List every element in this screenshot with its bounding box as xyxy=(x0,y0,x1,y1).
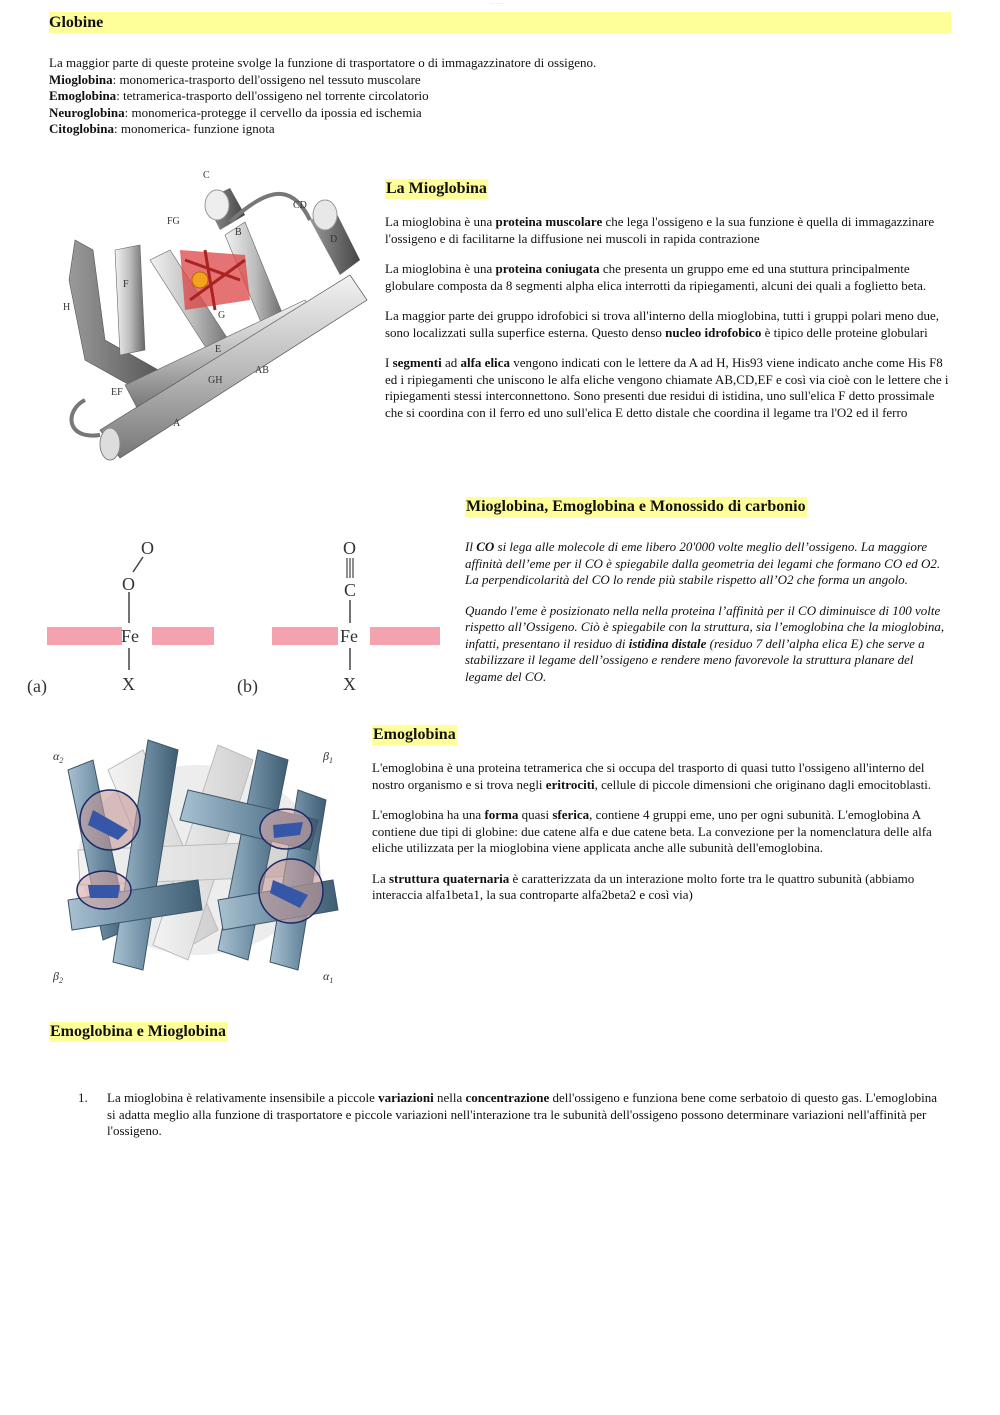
heading: Mioglobina, Emoglobina e Monossido di carbonio xyxy=(466,498,806,515)
section-title-globine: Globine xyxy=(49,12,951,33)
fig-label: GH xyxy=(208,375,223,386)
figure-label-b: (b) xyxy=(237,676,258,696)
text: che lega l'ossigeno e la sua funzione è quella di immagazzinare l'ossigeno e di facilitarne la diffusione nei muscoli in rapida contrazione xyxy=(385,214,935,246)
fe-label: Fe xyxy=(121,626,139,646)
header-mark: — — — xyxy=(490,0,504,5)
heme-group xyxy=(180,250,250,310)
text: I xyxy=(385,355,393,370)
mioglobina-p4 xyxy=(385,355,955,421)
confronto-list xyxy=(78,1090,948,1140)
co-binding-figure xyxy=(25,530,445,705)
text: ad xyxy=(441,355,461,370)
x-label: X xyxy=(343,674,356,694)
fig-label: H xyxy=(63,302,71,313)
text: La mioglobina è una xyxy=(385,214,496,229)
heme-plane xyxy=(272,627,338,645)
section-title-emoglobina xyxy=(372,725,457,745)
text: La mioglobina è relativamente insensibile a piccole xyxy=(107,1090,379,1105)
bold: proteina coniugata xyxy=(495,261,600,276)
section-title-mioglobina xyxy=(385,179,488,199)
text: La mioglobina è una xyxy=(385,261,496,276)
section-title-co xyxy=(465,497,807,517)
emoglobina-p2 xyxy=(372,807,952,857)
x-label: X xyxy=(122,674,135,694)
globine-intro: La maggior parte di queste proteine svolge la funzione di trasportatore o di immagazzinatore di ossigeno. xyxy=(49,55,597,70)
fig-label: FG xyxy=(167,216,180,227)
fig-label: A xyxy=(173,418,181,429)
myoglobin-structure-figure xyxy=(45,160,375,468)
section-title-confronto xyxy=(49,1022,227,1042)
bold: segmenti xyxy=(392,355,442,370)
text: è tipico delle proteine globulari xyxy=(761,324,928,340)
heading: Emoglobina xyxy=(373,726,456,743)
o-label: O xyxy=(122,574,135,594)
label-beta1: β xyxy=(323,749,329,763)
globine-item-emoglobina xyxy=(49,88,949,105)
text: (residuo 7 dell’alpha elica E) che serve a stabilizzare il legame dell’ossigeno e rendere meno favorevole la struttura planare del legame del CO. xyxy=(465,635,925,684)
desc: : monomerica-trasporto dell'ossigeno nel tessuto muscolare xyxy=(112,71,421,87)
svg-text:β2 xyxy=(52,969,63,985)
bold: variazioni xyxy=(378,1090,434,1105)
text: Quando l'eme è posizionato nella nella proteina l’affinità per il CO diminuisce di 100 volte rispetto all’Ossigeno. Ciò è spiegabile con la struttura, sia l’emoglobina che la mioglobina, infatti, presentano il residuo di xyxy=(465,602,945,651)
globine-intro-block xyxy=(49,55,949,138)
mioglobina-text xyxy=(385,214,955,421)
term: Emoglobina xyxy=(49,88,117,103)
text: dell'ossigeno e funziona bene come serbatoio di questo gas. L'emoglobina si adatta meglio alla funzione di trasportatore e piccole variazioni nell'interazione tra le subunità dell'ossigeno possono determinare variazioni nell'affinità per l'ossigeno. xyxy=(107,1090,937,1138)
label-alpha2-sub: 2 xyxy=(59,756,64,765)
list-item xyxy=(78,1090,948,1140)
heme-plane xyxy=(47,627,122,645)
term: Citoglobina xyxy=(49,121,115,136)
desc: : tetramerica-trasporto dell'ossigeno nel torrente circolatorio xyxy=(116,88,429,103)
text: L'emoglobina ha una xyxy=(372,807,485,822)
bold: struttura quaternaria xyxy=(388,870,510,886)
o-label: O xyxy=(343,538,356,558)
bold: alfa elica xyxy=(460,355,510,370)
fig-label: E xyxy=(215,344,222,355)
heme-plane xyxy=(152,627,214,645)
bold: CO xyxy=(476,539,495,554)
globine-item-mioglobina xyxy=(49,72,949,89)
list-number: 1. xyxy=(78,1090,88,1105)
fig-label: D xyxy=(330,234,338,245)
label-alpha2: α xyxy=(53,749,60,763)
label-beta1-sub: 1 xyxy=(328,756,333,765)
svg-text:α2 xyxy=(53,749,63,765)
text: L'emoglobina è una proteina tetramerica che si occupa del trasporto di quasi tutto l'ossigeno all'interno del nostro organismo e si trova negli xyxy=(372,760,925,792)
text: Il xyxy=(465,539,477,554)
co-p1 xyxy=(465,539,950,589)
heading: Emoglobina e Mioglobina xyxy=(50,1023,227,1040)
fig-label: F xyxy=(123,279,129,290)
term: Mioglobina xyxy=(49,71,113,87)
co-p2 xyxy=(465,603,950,686)
text: è caratterizzata da un interazione molto forte tra le quattro subunità (abbiamo interaccia alfa1beta1, la sua controparte alfa2beta2 e così via) xyxy=(372,870,915,902)
text: La maggior parte dei gruppo idrofobici si trova all'interno della mioglobina, tutti i gruppi polari meno due, sono localizzati sulla superfice esterna. Questo denso xyxy=(385,308,939,340)
svg-text:β1 xyxy=(322,749,333,765)
label-beta2: β xyxy=(53,969,59,983)
desc: : monomerica- funzione ignota xyxy=(114,121,275,136)
fig-label: EF xyxy=(111,387,123,398)
term: Neuroglobina xyxy=(49,104,125,120)
fig-label: C xyxy=(203,170,210,181)
bold: forma xyxy=(484,807,519,822)
mioglobina-p1 xyxy=(385,214,955,247)
label-alpha1: α xyxy=(323,969,330,983)
label-beta2-sub: 2 xyxy=(58,976,63,985)
svg-text:α1 xyxy=(323,969,333,985)
text: , cellule di piccole dimensioni che originano dagli emocitoblasti. xyxy=(594,776,932,792)
c-label: C xyxy=(344,580,357,600)
emoglobina-text xyxy=(372,760,952,904)
heme-plane xyxy=(370,627,440,645)
bold: eritrociti xyxy=(545,776,595,792)
globine-item-citoglobina xyxy=(49,121,949,138)
heading: La Mioglobina xyxy=(386,180,487,197)
co-text xyxy=(465,539,950,685)
text: quasi xyxy=(518,807,553,822)
fig-label: AB xyxy=(255,365,269,376)
text: , contiene 4 gruppi eme, uno per ogni subunità. L'emoglobina A contiene due tipi di globine: due catene alfa e due catene beta. La convezione per la nomenclatura delle alfa eliche utilizzata per la mioglobina viene applicata anche alle subunità dell'emoglobina. xyxy=(372,807,932,855)
desc: : monomerica-protegge il cervello da ipossia ed ischemia xyxy=(124,104,422,120)
globine-item-neuroglobina xyxy=(49,105,949,122)
hemoglobin-structure-figure xyxy=(48,730,348,992)
bold: concentrazione xyxy=(465,1090,550,1105)
bold: istidina distale xyxy=(628,635,707,651)
o-label: O xyxy=(141,538,154,558)
fig-label: G xyxy=(218,310,226,321)
fe-label: Fe xyxy=(340,626,358,646)
list-text xyxy=(107,1090,948,1140)
text: che presenta un gruppo eme ed una stuttura principalmente globulare composta da 8 segmenti alpha elica interrotti da ripiegamenti, alcuni dei quali a foglietto beta. xyxy=(385,261,927,293)
emoglobina-p1 xyxy=(372,760,952,793)
figure-label-a: (a) xyxy=(27,676,47,696)
mioglobina-p2 xyxy=(385,261,955,294)
text: si lega alle molecole di eme libero 20'000 volte meglio dell’ossigeno. La maggiore affinità dell’eme per il CO è spiegabile dalla geometria dei legami che formano CO ed O2. La perpendicolarità del CO lo rende più stabile rispetto all’O2 che forma un angolo. xyxy=(465,539,941,587)
bold: proteina muscolare xyxy=(495,214,603,229)
text: La xyxy=(372,870,389,886)
mioglobina-p3 xyxy=(385,308,955,341)
fig-label: B xyxy=(235,227,242,238)
label-alpha1-sub: 1 xyxy=(329,976,334,985)
text: nella xyxy=(433,1090,466,1105)
bold: nucleo idrofobico xyxy=(665,324,762,340)
fig-label: CD xyxy=(293,200,307,211)
bold: sferica xyxy=(552,807,590,822)
text: vengono indicati con le lettere da A ad H, His93 viene indicato anche come His F8 ed i ripiegamenti che uniscono le alfa eliche vengono chiamate AB,CD,EF e così via cioè con le lettere che i ripiegamenti stessi interconnettono. Sono presenti due residui di istidina, uno sull'elica F detto prossimale che si coordina con il ferro ed uno sull'elica E detto distale che coordina il legame tra l'O2 ed il ferro xyxy=(385,355,949,420)
emoglobina-p3 xyxy=(372,871,952,904)
